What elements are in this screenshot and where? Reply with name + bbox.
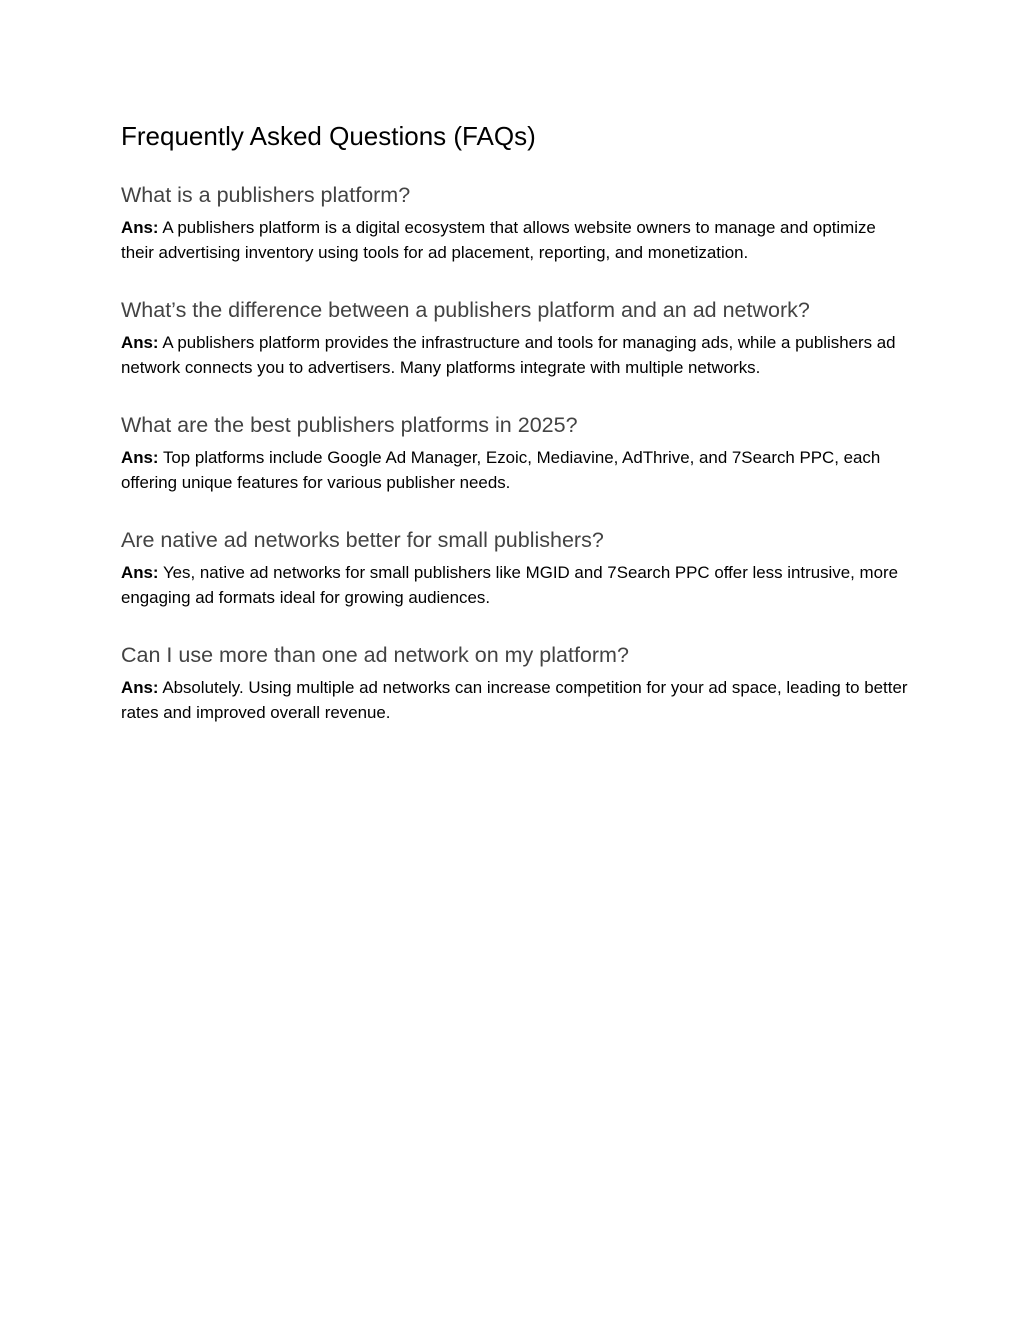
page-title: Frequently Asked Questions (FAQs) — [121, 121, 536, 151]
answer-text: Top platforms include Google Ad Manager, Ezoic, Mediavine, AdThrive, and 7Search PPC, each offering unique features for various publisher needs. — [121, 448, 881, 492]
faq-answer — [121, 331, 911, 380]
answer-text: A publishers platform is a digital ecosystem that allows website owners to manage and optimize their advertising inventory using tools for ad placement, reporting, and monetization. — [121, 218, 876, 262]
answer-label: Ans: — [121, 563, 159, 582]
faq-item — [121, 295, 911, 380]
faq-answer — [121, 446, 911, 495]
answer-text: Absolutely. Using multiple ad networks can increase competition for your ad space, leading to better rates and improved overall revenue. — [121, 678, 908, 722]
document-page — [121, 118, 911, 725]
faq-answer — [121, 561, 911, 610]
answer-text: Yes, native ad networks for small publishers like MGID and 7Search PPC offer less intrusive, more engaging ad formats ideal for growing audiences. — [121, 563, 899, 607]
answer-label: Ans: — [121, 333, 159, 352]
faq-question: What is a publishers platform? — [121, 183, 411, 207]
faq-question: What are the best publishers platforms in 2025? — [121, 413, 578, 437]
faq-question: What’s the difference between a publishers platform and an ad network? — [121, 298, 810, 322]
faq-question: Are native ad networks better for small publishers? — [121, 528, 604, 552]
faq-item — [121, 180, 911, 265]
faq-question: Can I use more than one ad network on my platform? — [121, 643, 629, 667]
faq-list — [121, 180, 911, 725]
faq-item — [121, 525, 911, 610]
faq-answer — [121, 216, 911, 265]
faq-answer — [121, 676, 911, 725]
faq-item — [121, 640, 911, 725]
answer-text: A publishers platform provides the infrastructure and tools for managing ads, while a publishers ad network connects you to advertisers. Many platforms integrate with multiple networks. — [121, 333, 896, 377]
answer-label: Ans: — [121, 678, 159, 697]
answer-label: Ans: — [121, 218, 159, 237]
answer-label: Ans: — [121, 448, 159, 467]
faq-item — [121, 410, 911, 495]
